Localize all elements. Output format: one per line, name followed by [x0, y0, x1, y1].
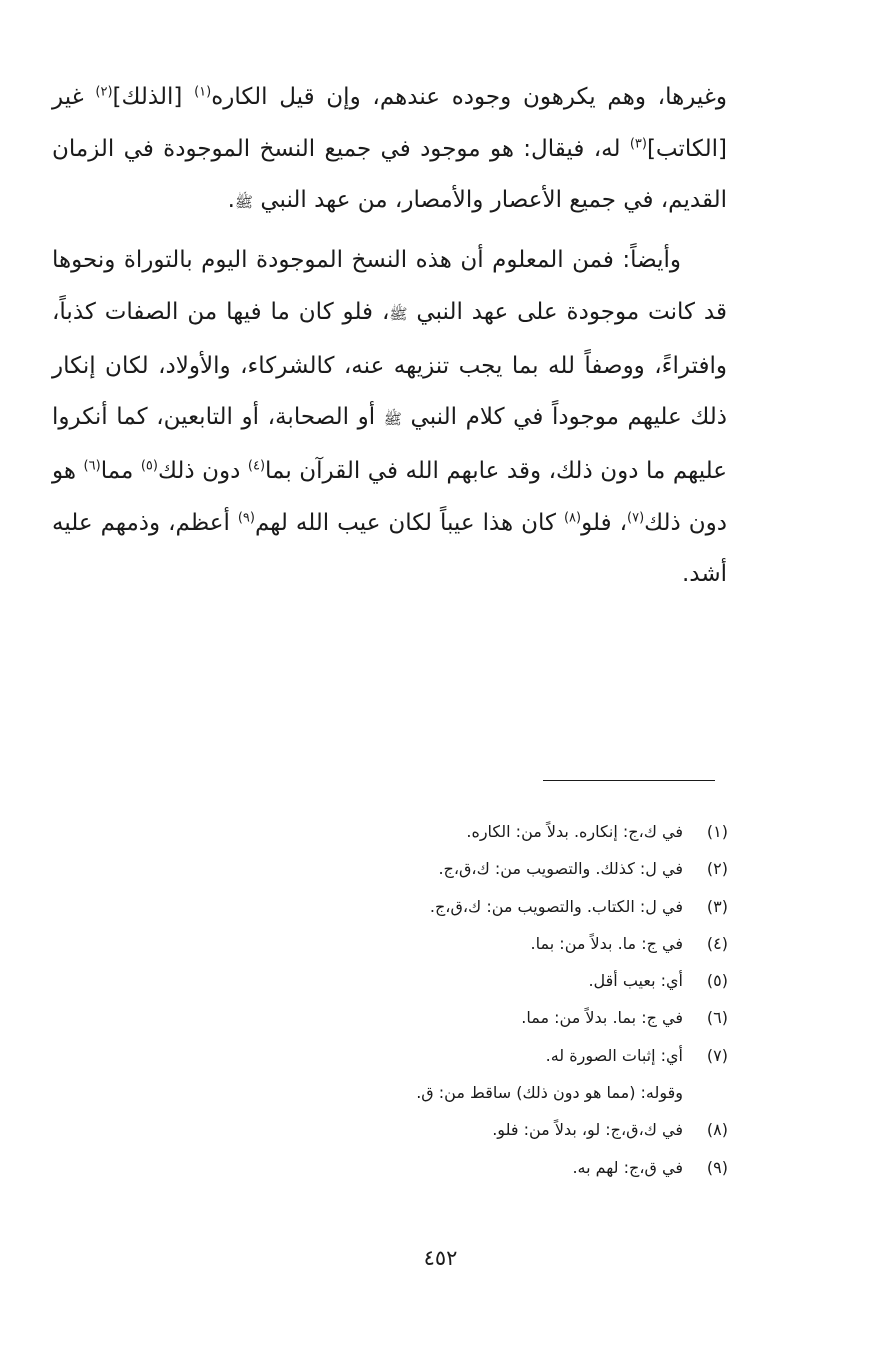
footnote-separator — [543, 780, 715, 781]
footnote-text: وقوله: (مما هو دون ذلك) ساقط من: ق. — [416, 1083, 683, 1103]
text-run: غير [الكاتب] — [52, 84, 727, 162]
footnote-text: في ج: ما. بدلاً من: بما. — [530, 933, 683, 953]
salawat-glyph: ﷺ — [234, 193, 254, 212]
footnote-text: في ل: الكتاب. والتصويب من: ك،ق،ج. — [429, 896, 683, 916]
paragraph-1 — [52, 72, 727, 229]
footnote-reference: (٢) — [95, 84, 113, 100]
footnote-number: (٥) — [706, 971, 728, 991]
footnote-item — [40, 925, 728, 962]
footnote-reference: (٥) — [140, 458, 158, 474]
footnote-text: في ل: كذلك. والتصويب من: ك،ق،ج. — [438, 859, 683, 879]
text-run: وغيرها، وهم يكرهون وجوده عندهم، وإن قيل الكاره — [211, 84, 727, 110]
footnote-reference: (٩) — [237, 509, 255, 525]
text-run: أعظم، وذمهم عليه أشد. — [52, 509, 727, 588]
footnote-text: في ق،ج: لهم به. — [572, 1157, 683, 1177]
footnote-reference: (١) — [194, 84, 212, 100]
footnote-item — [40, 962, 728, 999]
footnote-number: (٨) — [706, 1120, 728, 1140]
footnote-reference: (٣) — [629, 136, 647, 152]
footnote-reference: (٧) — [627, 509, 645, 525]
footnote-text: في ك،ج: إنكاره. بدلاً من: الكاره. — [466, 822, 683, 841]
footnote-text: أي: بعيب أقل. — [588, 971, 683, 991]
text-run: أو الصحابة، أو التابعين، كما أنكروا عليهم ما دون ذلك، وقد عابهم الله في القرآن بما — [52, 404, 728, 484]
footnote-item — [40, 999, 728, 1036]
text-run: هو دون ذلك — [52, 457, 727, 536]
footnote-item — [40, 1074, 728, 1111]
footnote-number: (٤) — [706, 933, 728, 953]
footnote-item — [40, 1149, 728, 1186]
salawat-glyph: ﷺ — [389, 304, 408, 323]
text-run: ، فلو كان ما فيها من الصفات كذباً، وافتراءً، ووصفاً لله بما يجب تنزيهه عنه، كالشركاء، والأولاد، لكان إنكار ذلك عليهم موجوداً في كلام النبي — [52, 298, 727, 431]
main-text — [52, 72, 727, 601]
page-number: ٤٥٢ — [423, 1246, 458, 1270]
footnote-number: (٦) — [706, 1008, 728, 1028]
footnote-reference: (٤) — [247, 458, 266, 474]
footnote-number: (٩) — [706, 1157, 728, 1177]
footnote-number: (٢) — [706, 859, 728, 879]
footnote-item — [40, 1111, 728, 1148]
text-run: [الذلك] — [112, 84, 195, 110]
text-run: ، فلو — [581, 509, 627, 536]
footnote-reference: (٦) — [83, 458, 101, 474]
text-run: . — [227, 187, 235, 214]
footnote-number: (٧) — [706, 1045, 728, 1065]
footnote-reference: (٨) — [563, 509, 582, 525]
text-run: وأيضاً: فمن المعلوم أن هذه النسخ الموجودة اليوم بالتوراة ونحوها قد كانت موجودة على عهد النبي — [52, 247, 727, 325]
footnote-item — [40, 850, 728, 887]
footnote-item — [40, 813, 728, 850]
footnotes — [40, 813, 728, 1186]
salawat-glyph: ﷺ — [383, 410, 402, 429]
text-run: دون ذلك — [157, 457, 248, 484]
footnote-number: (٣) — [706, 896, 728, 916]
text-run: له، فيقال: هو موجود في جميع النسخ الموجودة في الزمان القديم، في جميع الأعصار والأمصار، من عهد النبي — [52, 135, 727, 214]
footnote-item — [40, 888, 728, 925]
footnote-item — [40, 1037, 728, 1074]
text-run: مما — [100, 457, 141, 484]
footnote-number: (١) — [706, 822, 728, 841]
paragraph-2 — [52, 235, 727, 601]
footnote-text: في ك،ق،ج: لو، بدلاً من: فلو. — [492, 1120, 683, 1140]
footnote-text: أي: إثبات الصورة له. — [545, 1045, 683, 1065]
text-run: كان هذا عيباً لكان عيب الله لهم — [254, 509, 564, 536]
footnote-text: في ج: بما. بدلاً من: مما. — [521, 1008, 683, 1028]
